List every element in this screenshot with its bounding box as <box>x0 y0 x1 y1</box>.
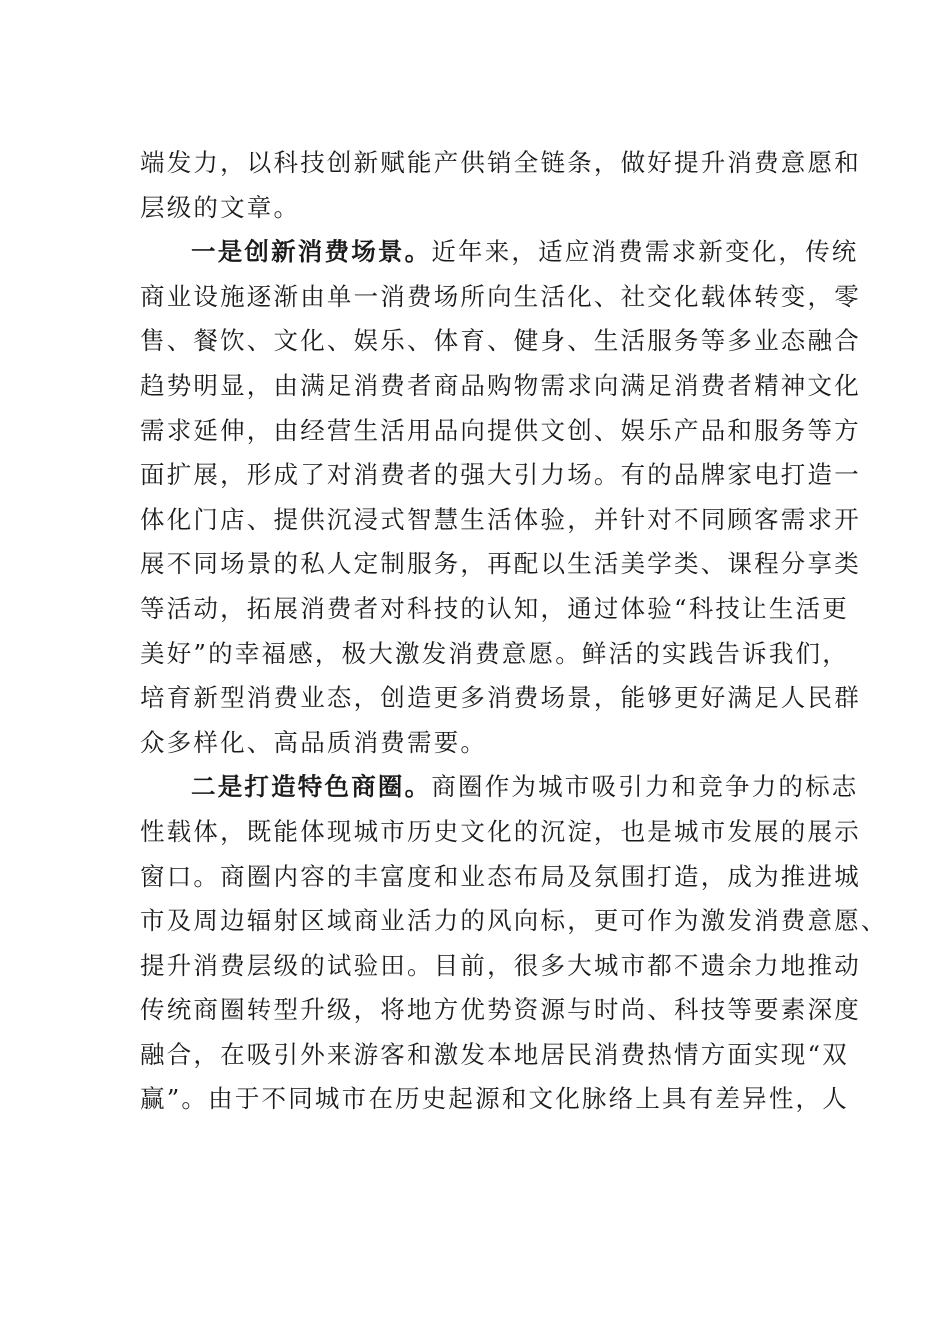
text-line: 需求延伸，由经营生活用品向提供文创、娱乐产品和服务等方 <box>140 415 861 445</box>
document-body <box>140 141 888 1122</box>
text-line: 售、餐饮、文化、娱乐、体育、健身、生活服务等多业态融合 <box>140 326 861 356</box>
text-line: 众多样化、高品质消费需要。 <box>140 727 488 757</box>
paragraph-heading: 一是创新消费场景。 <box>191 237 432 267</box>
text-line: 展不同场景的私人定制服务，再配以生活美学类、课程分享类 <box>140 549 861 579</box>
text-line: 培育新型消费业态，创造更多消费场景，能够更好满足人民群 <box>140 683 861 713</box>
text-line: 市及周边辐射区域商业活力的风向标，更可作为激发消费意愿、 <box>140 906 888 936</box>
text-line: 等活动，拓展消费者对科技的认知，通过体验“科技让生活更 <box>140 593 849 623</box>
text-line: 提升消费层级的试验田。目前，很多大城市都不遗余力地推动 <box>140 950 861 980</box>
text-line: 面扩展，形成了对消费者的强大引力场。有的品牌家电打造一 <box>140 460 861 490</box>
paragraph-build-featured-business-districts <box>140 765 888 1122</box>
paragraph-heading: 二是打造特色商圈。 <box>191 772 432 802</box>
text-line: 端发力，以科技创新赋能产供销全链条，做好提升消费意愿和 <box>140 148 861 177</box>
text-line <box>140 230 859 275</box>
text-line: 融合，在吸引外来游客和激发本地居民消费热情方面实现“双 <box>140 1039 849 1069</box>
paragraph-innovate-consumption-scenes <box>140 230 861 765</box>
text-line <box>140 765 859 810</box>
text-line: 商业设施逐渐由单一消费场所向生活化、社交化载体转变，零 <box>140 281 861 311</box>
text-line: 窗口。商圈内容的丰富度和业态布局及氛围打造，成为推进城 <box>140 861 861 891</box>
text-line: 体化门店、提供沉浸式智慧生活体验，并针对不同顾客需求开 <box>140 504 861 534</box>
text-line: 赢”。由于不同城市在历史起源和文化脉络上具有差异性，人 <box>140 1084 849 1114</box>
text-line: 传统商圈转型升级，将地方优势资源与时尚、科技等要素深度 <box>140 995 861 1025</box>
text-line: 美好”的幸福感，极大激发消费意愿。鲜活的实践告诉我们， <box>140 638 849 668</box>
paragraph-continuation <box>140 141 861 230</box>
text-line: 性载体，既能体现城市历史文化的沉淀，也是城市发展的展示 <box>140 816 861 846</box>
text-fragment: 商圈作为城市吸引力和竞争力的标志 <box>431 772 859 802</box>
text-fragment: 近年来，适应消费需求新变化，传统 <box>431 237 859 267</box>
text-line: 趋势明显，由满足消费者商品购物需求向满足消费者精神文化 <box>140 370 861 400</box>
text-line: 层级的文章。 <box>140 192 301 222</box>
